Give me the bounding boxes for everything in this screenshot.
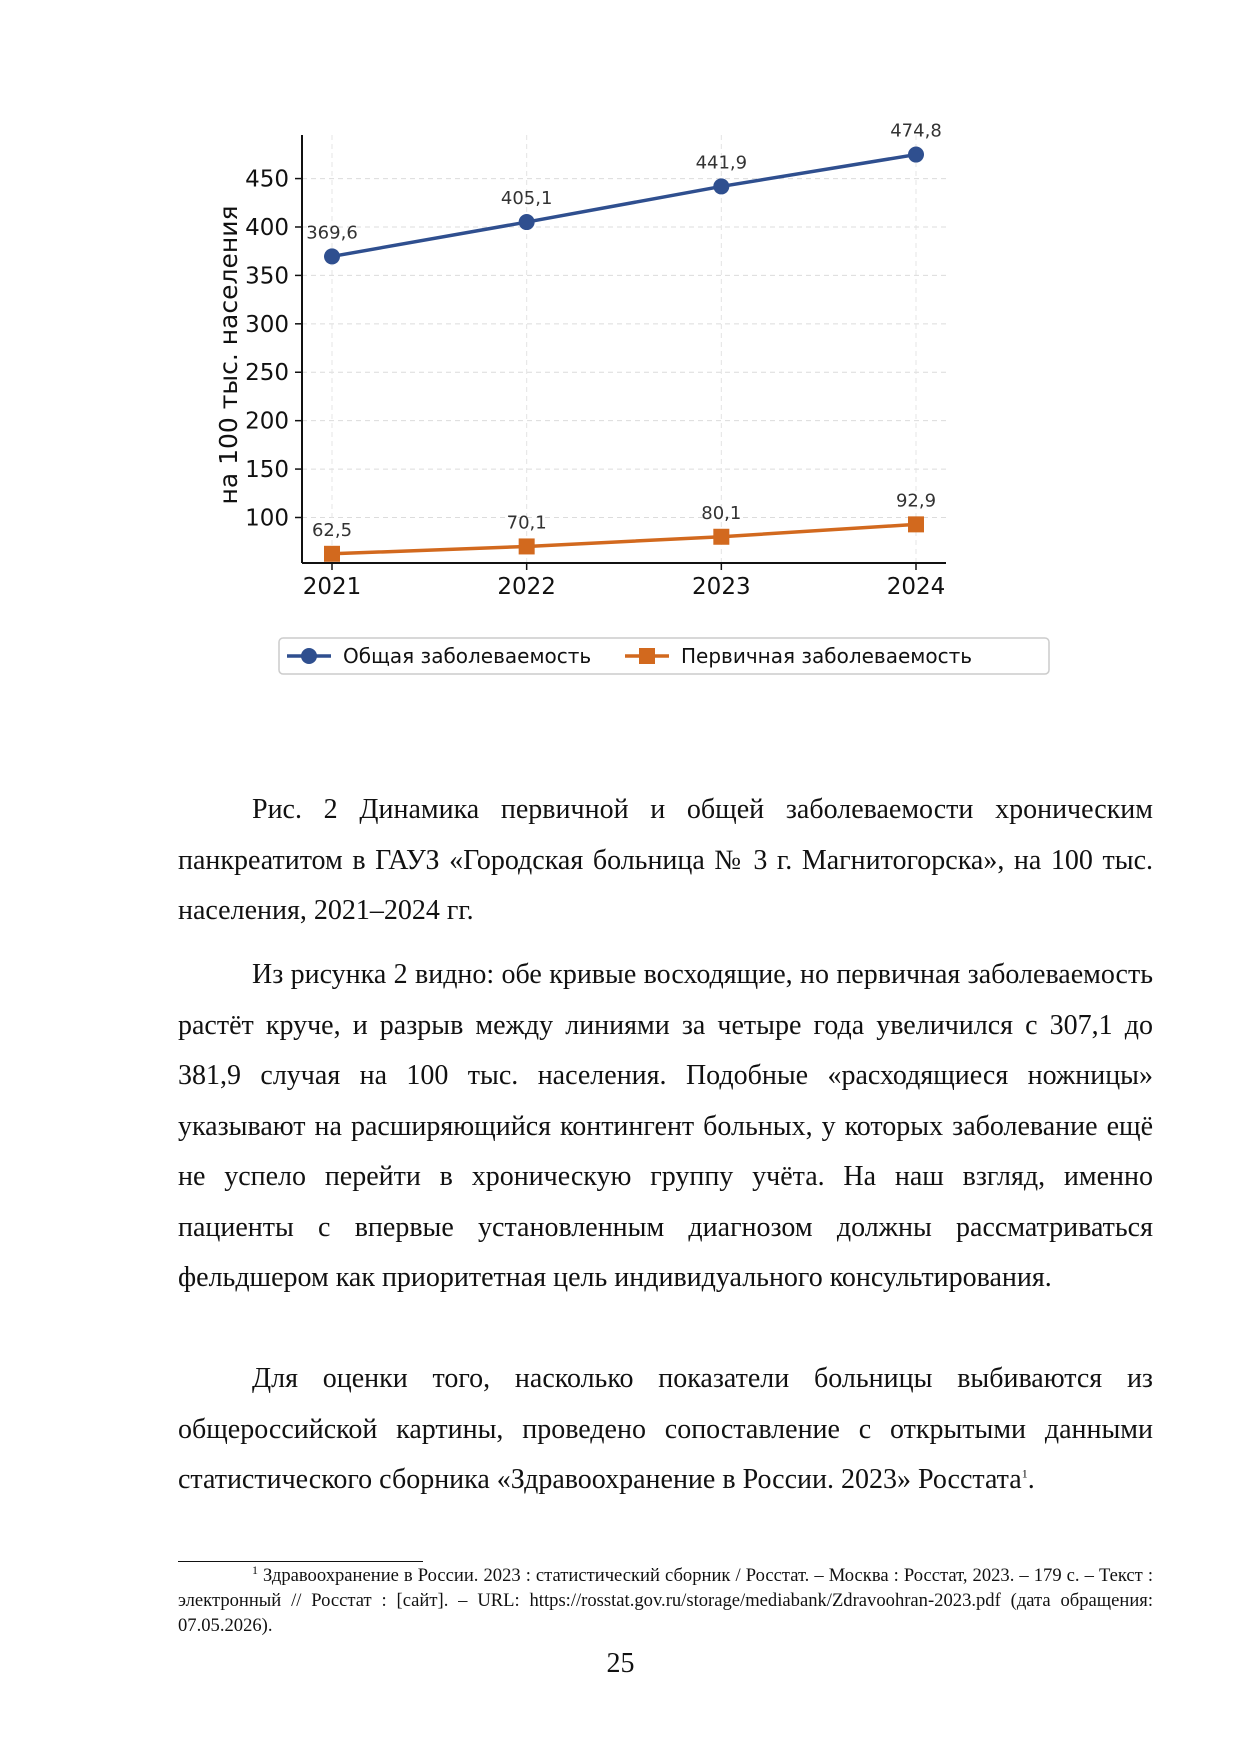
body-paragraph: Из рисунка 2 видно: обе кривые восходящие, но первичная заболеваемость растёт круче, и разрыв между линиями за четыре года увеличился с 307,1 до 381,9 случая на 100 тыс. населения. Подобные «расходящиеся ножницы» указывают на расширяющийся контингент больных, у которых заболевание ещё не успело перейти в хроническую группу учёта. На наш взгляд, именно пациенты с впервые установленным диагнозом должны рассматриваться фельдшером как приоритетная цель индивидуального консультирования. xyxy=(178,959,1153,1293)
y-axis-title: на 100 тыс. населения xyxy=(214,205,243,505)
data-label: 441,9 xyxy=(695,152,748,174)
data-point-square xyxy=(324,546,340,562)
y-tick-label: 300 xyxy=(245,311,289,338)
y-tick-label: 450 xyxy=(245,166,289,193)
data-label: 70,1 xyxy=(506,512,547,534)
data-point-square xyxy=(519,538,535,554)
legend-label: Первичная заболеваемость xyxy=(681,644,973,668)
y-tick-label: 400 xyxy=(245,214,289,241)
figure-caption: Рис. 2 Динамика первичной и общей заболеваемости хроническим панкреатитом в ГАУЗ «Городская больница № 3 г. Магнитогорска», на 100 тыс. населения, 2021–2024 гг. xyxy=(178,794,1153,926)
chart-labels xyxy=(306,121,942,541)
data-label: 80,1 xyxy=(701,502,742,524)
data-label: 474,8 xyxy=(890,120,942,142)
legend-marker xyxy=(639,648,655,664)
data-point-square xyxy=(713,529,729,545)
x-tick-label: 2022 xyxy=(497,574,556,600)
footnote-reference: 1 xyxy=(1021,1466,1028,1481)
data-label: 369,6 xyxy=(306,222,358,244)
grid-lines xyxy=(302,135,946,563)
body-paragraph xyxy=(178,1354,1153,1506)
page-number: 25 xyxy=(606,1648,635,1679)
footnote-separator xyxy=(178,1561,423,1562)
y-tick-label: 350 xyxy=(245,263,289,290)
data-label: 62,5 xyxy=(311,519,353,541)
paragraph-end: . xyxy=(1027,1464,1035,1495)
footnote xyxy=(178,1563,1153,1638)
x-tick-label: 2023 xyxy=(692,574,751,600)
series-line xyxy=(332,524,916,553)
y-tick-label: 150 xyxy=(245,457,289,484)
legend-label: Общая заболеваемость xyxy=(343,644,592,668)
chart-series xyxy=(324,147,924,562)
series-line xyxy=(332,155,916,257)
paragraph-text: Для оценки того, насколько показатели больницы выбиваются из общероссийской картины, проведено сопоставление с открытыми данными статистического сборника «Здравоохранение в России. 2023» Росстата xyxy=(178,1363,1153,1495)
data-point-circle xyxy=(713,178,729,194)
data-point-circle xyxy=(519,214,535,230)
x-tick-label: 2024 xyxy=(886,574,946,600)
x-tick-label: 2021 xyxy=(302,574,362,600)
data-point-circle xyxy=(324,248,340,264)
footnote-text: Здравоохранение в России. 2023 : статистический сборник / Росстат. – Москва : Росстат, 2023. – 179 с. – Текст : электронный // Росстат : [сайт]. – URL: https://rosstat.gov.ru/storage/mediabank/Zdravoohran-2023.pdf (дата обращения: 07.05.2026). xyxy=(178,1565,1153,1636)
y-tick-label: 250 xyxy=(245,360,289,387)
y-tick-label: 200 xyxy=(245,408,289,435)
y-tick-label: 100 xyxy=(245,505,289,532)
data-label: 92,9 xyxy=(895,490,937,512)
chart-legend xyxy=(279,638,1049,674)
footnote-mark: 1 xyxy=(252,1562,258,1577)
data-point-circle xyxy=(908,147,924,163)
line-chart xyxy=(180,120,1100,770)
data-label: 405,1 xyxy=(500,188,553,210)
legend-marker xyxy=(301,648,317,664)
data-point-square xyxy=(908,516,924,532)
